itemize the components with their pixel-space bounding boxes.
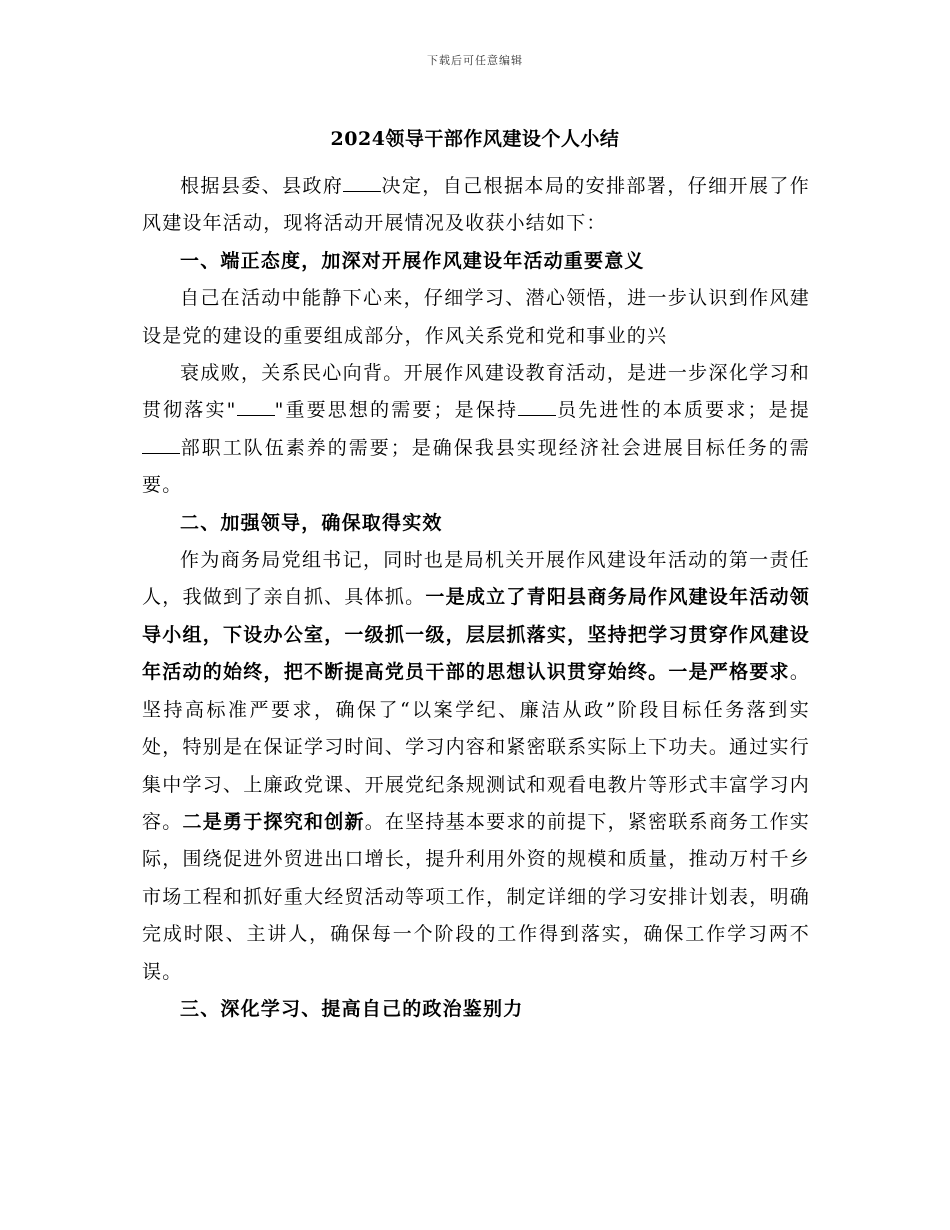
- section2-bold-2: 一是严格要求: [668, 661, 790, 684]
- section-heading-2: 二、加强领导，确保取得实效: [180, 511, 443, 534]
- document-body: [142, 168, 810, 1028]
- paragraph-section1-a: 自己在活动中能静下心来，仔细学习、潜心领悟，进一步认识到作风建设是党的建设的重要组成部分，作风关系党和党和事业的兴: [142, 287, 810, 347]
- section1-text-4: 部职工队伍素养的需要；是确保我县实现经济社会进展目标任务的需要。: [142, 436, 810, 497]
- header-note: 下载后可任意编辑: [427, 54, 523, 67]
- intro-text-2: 决定，自己根据本局的安排部署，仔细开展了作风建设年活动，现将活动开展情况及收获小结如下：: [142, 175, 810, 235]
- blank-line: [518, 414, 556, 416]
- section1-text-2: "重要思想的需要；是保持: [274, 399, 519, 422]
- section1-text-3: 员先进性的本质要求；是提: [556, 399, 811, 422]
- section2-bold-1: 一是成立了青阳县商务局作风建设年活动领导小组，下设办公室，一级抓一级，层层抓落实，坚持把学习贯穿作风建设年活动的始终，把不断提高党员干部的思想认识贯穿始终。: [142, 586, 810, 684]
- document-title: 2024领导干部作风建设个人小结: [330, 128, 620, 150]
- section2-text-3: 。在坚持基本要求的前提下，紧密联系商务工作实际，围绕促进外贸进出口增长，提升利用外资的规模和质量，推动万村千乡市场工程和抓好重大经贸活动等项工作，制定详细的学习安排计划表，明确完成时限、主讲人，确保每一个阶段的工作得到落实，确保工作学习两不误。: [142, 810, 810, 983]
- blank-line: [237, 414, 275, 416]
- section2-bold-3: 二是勇于探究和创新: [182, 810, 365, 833]
- paragraph-section2: [142, 542, 810, 991]
- section2-text-2: 。坚持高标准严要求，确保了“以案学纪、廉洁从政”阶段目标任务落到实处，特别是在保证学习时间、学习内容和紧密联系实际上下功夫。通过实行集中学习、上廉政党课、开展党纪条规测试和观看电教片等形式丰富学习内容。: [142, 661, 811, 833]
- section-heading-3: 三、深化学习、提高自己的政治鉴别力: [180, 997, 524, 1020]
- section-heading-1: 一、端正态度，加深对开展作风建设年活动重要意义: [180, 249, 645, 272]
- intro-text-1: 根据县委、县政府: [180, 175, 344, 197]
- section1-text-1: 衰成败，关系民心向背。开展作风建设教育活动，是进一步深化学习和贯彻落实": [142, 362, 810, 422]
- blank-line: [142, 452, 180, 454]
- section2-text-1: 作为商务局党组书记，同时也是局机关开展作风建设年活动的第一责任人，我做到了亲自抓、具体抓。: [142, 549, 810, 609]
- blank-line: [343, 190, 381, 192]
- paragraph-intro: [142, 168, 810, 243]
- paragraph-section1-b: [142, 355, 810, 505]
